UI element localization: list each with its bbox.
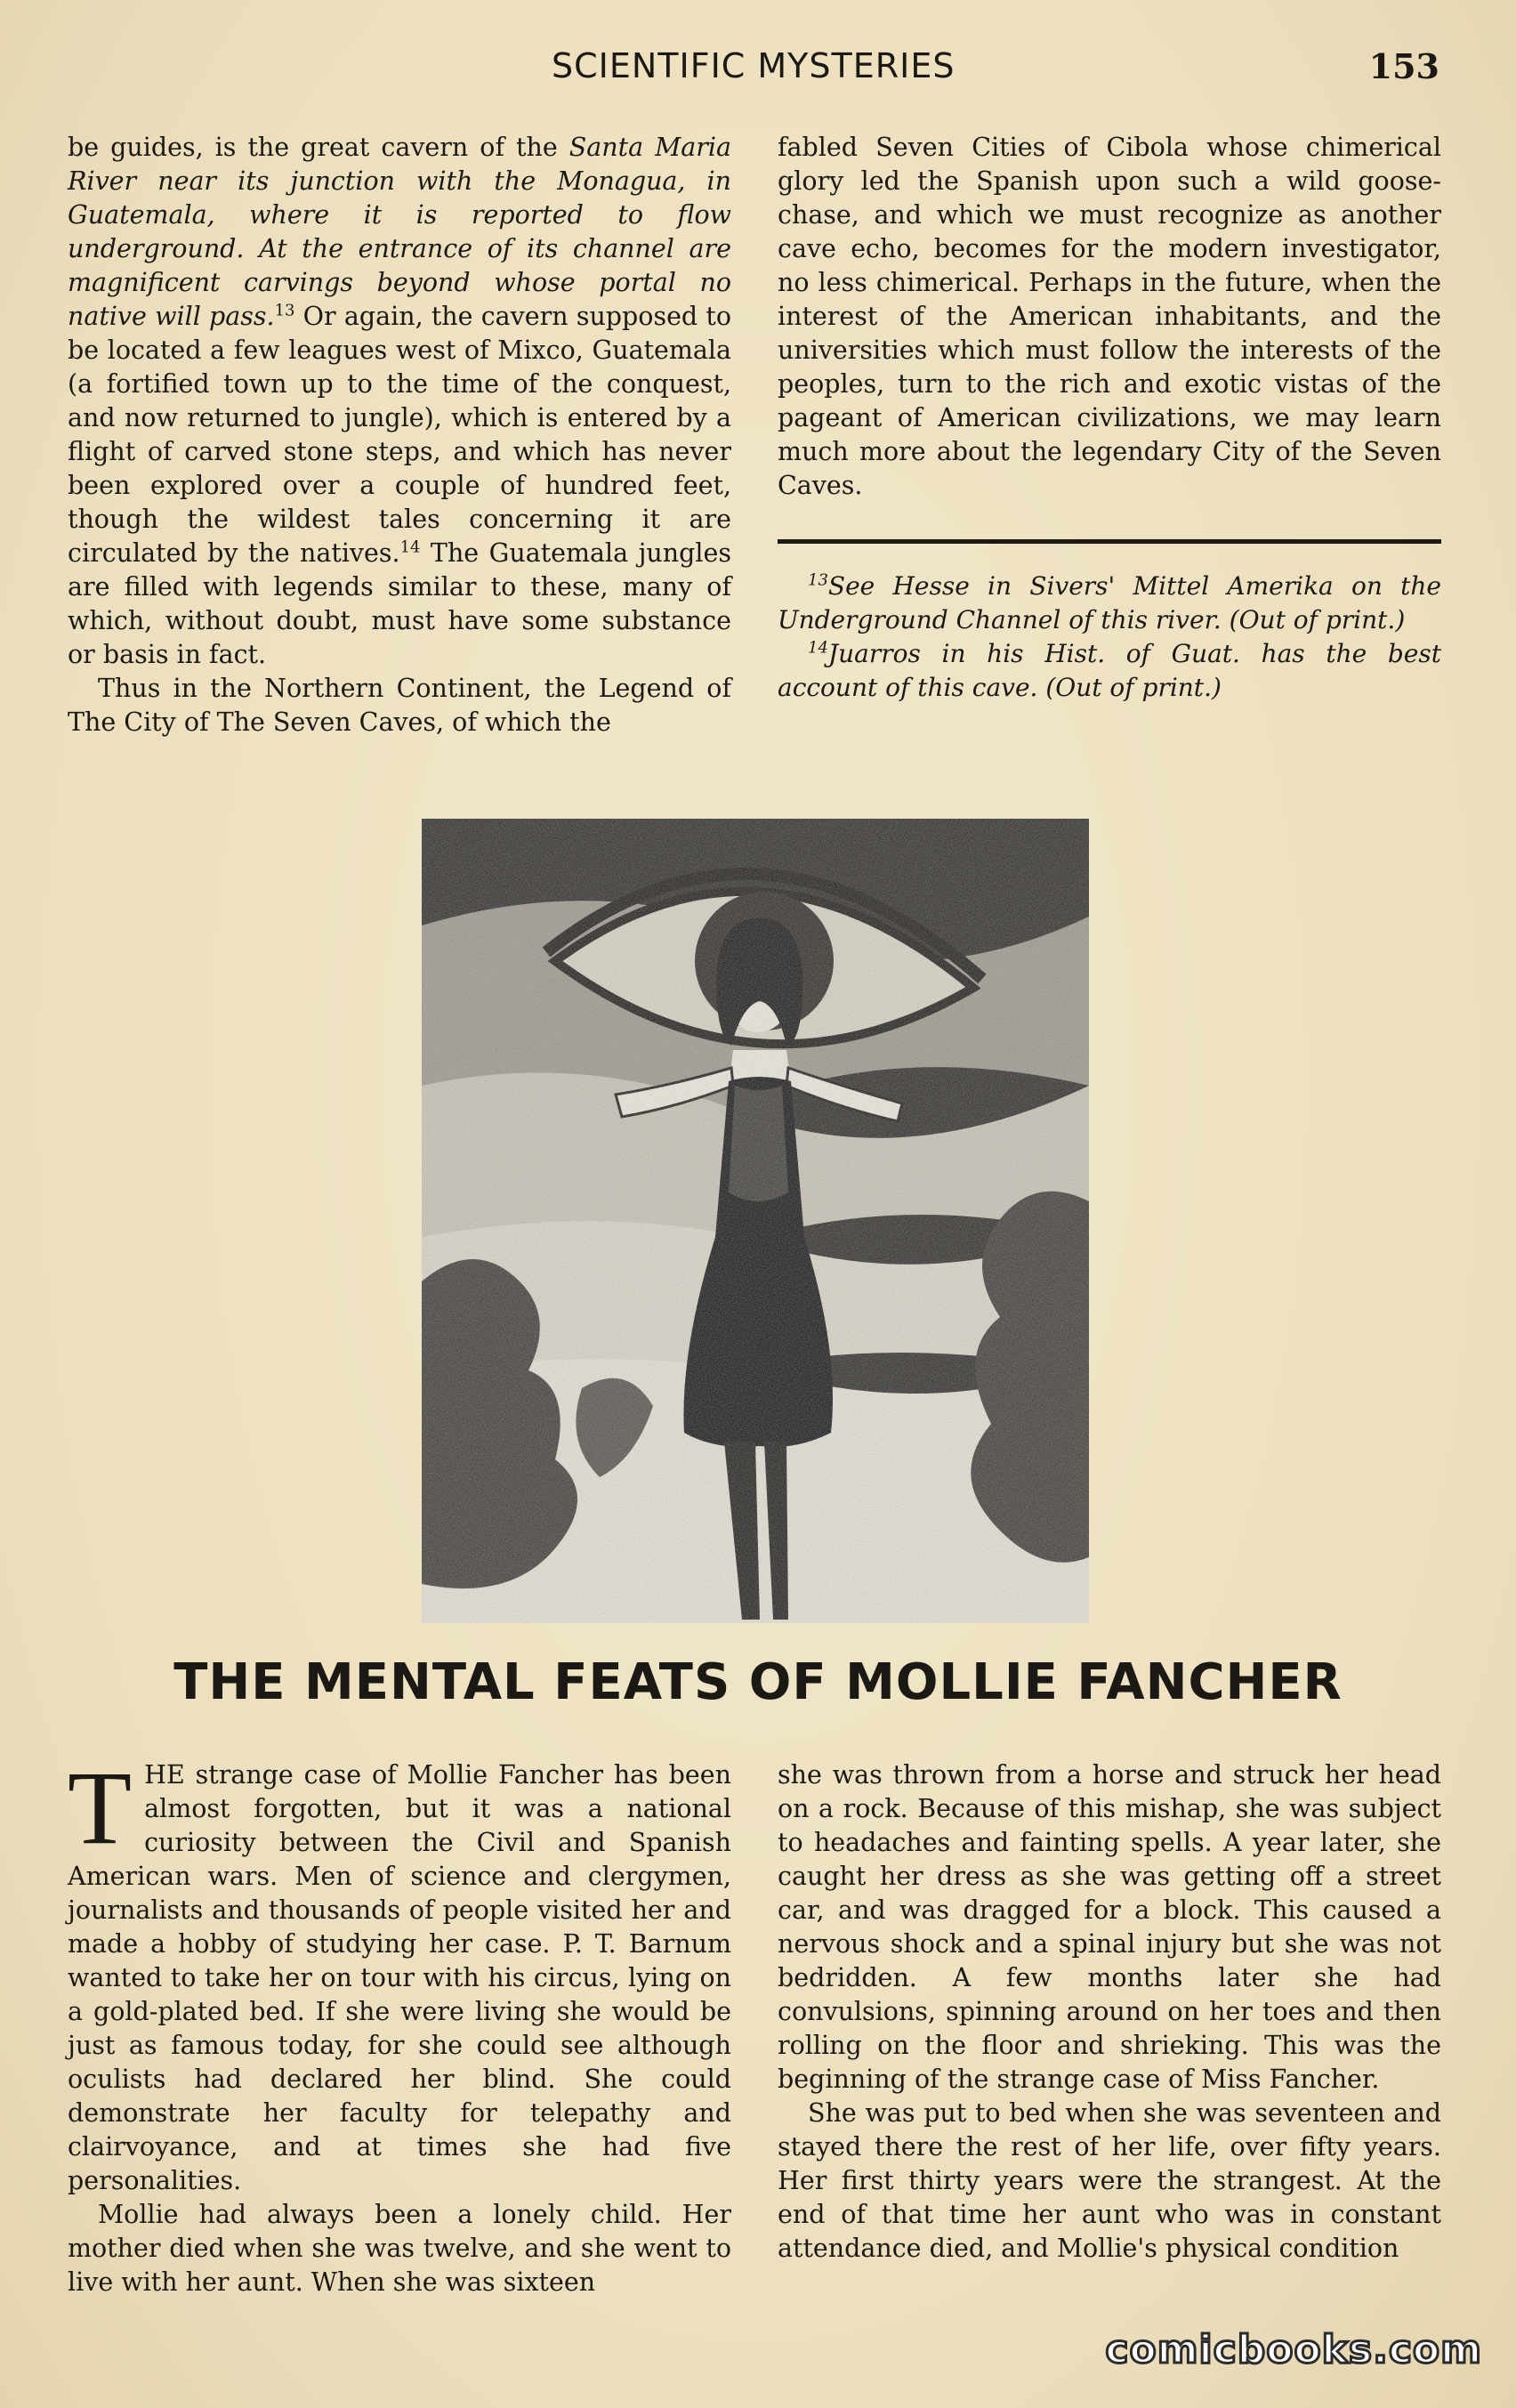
footnotes xyxy=(778,570,1441,705)
page-number: 153 xyxy=(1368,46,1439,86)
paragraph: fabled Seven Cities of Cibola whose chimerical glory led the Spanish upon such a wild goose-chase, and which we must recognize as another cave echo, becomes for the modern investigator, no less chimerical. Perhaps in the future, when the interest of the American inhabitants, and the universities which must follow the interests of the peoples, turn to the rich and exotic vistas of the pageant of American civilizations, we may learn much more about the legendary City of the Seven Caves. xyxy=(778,133,1441,500)
paragraph: Thus in the Northern Continent, the Legend of The City of The Seven Caves, of which the xyxy=(68,674,731,737)
footnote-ref[interactable]: 13 xyxy=(274,301,295,320)
watermark-logo: comicbooks.com xyxy=(1105,2327,1482,2372)
column-top-right xyxy=(778,131,1441,503)
paragraph: Mollie had always been a lonely child. Her mother died when she was twelve, and she went to live with her aunt. When she was sixteen xyxy=(68,2200,731,2297)
drop-cap: T xyxy=(68,1749,133,1866)
paragraph: be guides, is the great cavern of the Santa Maria River near its junction with the Monagua, in Guatemala, where it is reported to flow underground. At the entrance of its channel are magnificent carvings beyond whose portal no native will pass.$^{13}$ Or again, the cavern supposed to be located a few leagues west of Mixco, Guatemala (a fortified town up to the time of the conquest, and now returned to jungle), which is entered by a flight of carved stone steps, and which has never been explored over a couple of hundred feet, though the wildest tales concerning it are circulated by the natives.$^{14}$ The Guatemala jungles are filled with legends similar to these, many of which, without doubt, must have some substance or basis in fact. xyxy=(68,133,732,669)
illustration-woman-with-eye xyxy=(422,819,1089,1623)
footnote-divider xyxy=(778,539,1441,544)
footnote-14: $^{14}$Juarros in his Hist. of Guat. has the best account of this cave. (Out of print.) xyxy=(778,638,1441,702)
column-top-left xyxy=(68,131,731,739)
article-headline: THE MENTAL FEATS OF MOLLIE FANCHER xyxy=(173,1653,1343,1711)
column-bottom-left xyxy=(68,1749,731,2299)
paragraph: She was put to bed when she was seventeen and stayed there the rest of her life, over fifty years. Her first thirty years were the strangest. At the end of that time her aunt who was in constant attendance died, and Mollie's physical condition xyxy=(778,2098,1441,2263)
paragraph: she was thrown from a horse and struck her head on a rock. Because of this mishap, she was subject to headaches and fainting spells. A year later, she caught her dress as she was getting off a street car, and was dragged for a block. This caused a nervous shock and a spinal injury but she was not bedridden. A few months later she had convulsions, spinning around on her toes and then rolling on the floor and shrieking. This was the beginning of the strange case of Miss Fancher. xyxy=(778,1760,1441,2094)
running-head: SCIENTIFIC MYSTERIES xyxy=(552,46,956,85)
footnote-ref[interactable]: 14 xyxy=(399,537,421,557)
column-bottom-right xyxy=(778,1758,1441,2266)
paragraph: THE strange case of Mollie Fancher has been almost forgotten, but it was a national curiosity between the Civil and Spanish American wars. Men of science and clergymen, journalists and thousands of people visited her and made a hobby of studying her case. P. T. Barnum wanted to take her on tour with his circus, lying on a gold-plated bed. If she were living she would be just as famous today, for she could see although oculists had declared her blind. She could demonstrate her faculty for telepathy and clairvoyance, and at times she had five personalities. xyxy=(68,1749,731,2195)
footnote-13: $^{13}$See Hesse in Sivers' Mittel Amerika on the Underground Channel of this river. (Out of print.) xyxy=(778,570,1441,634)
